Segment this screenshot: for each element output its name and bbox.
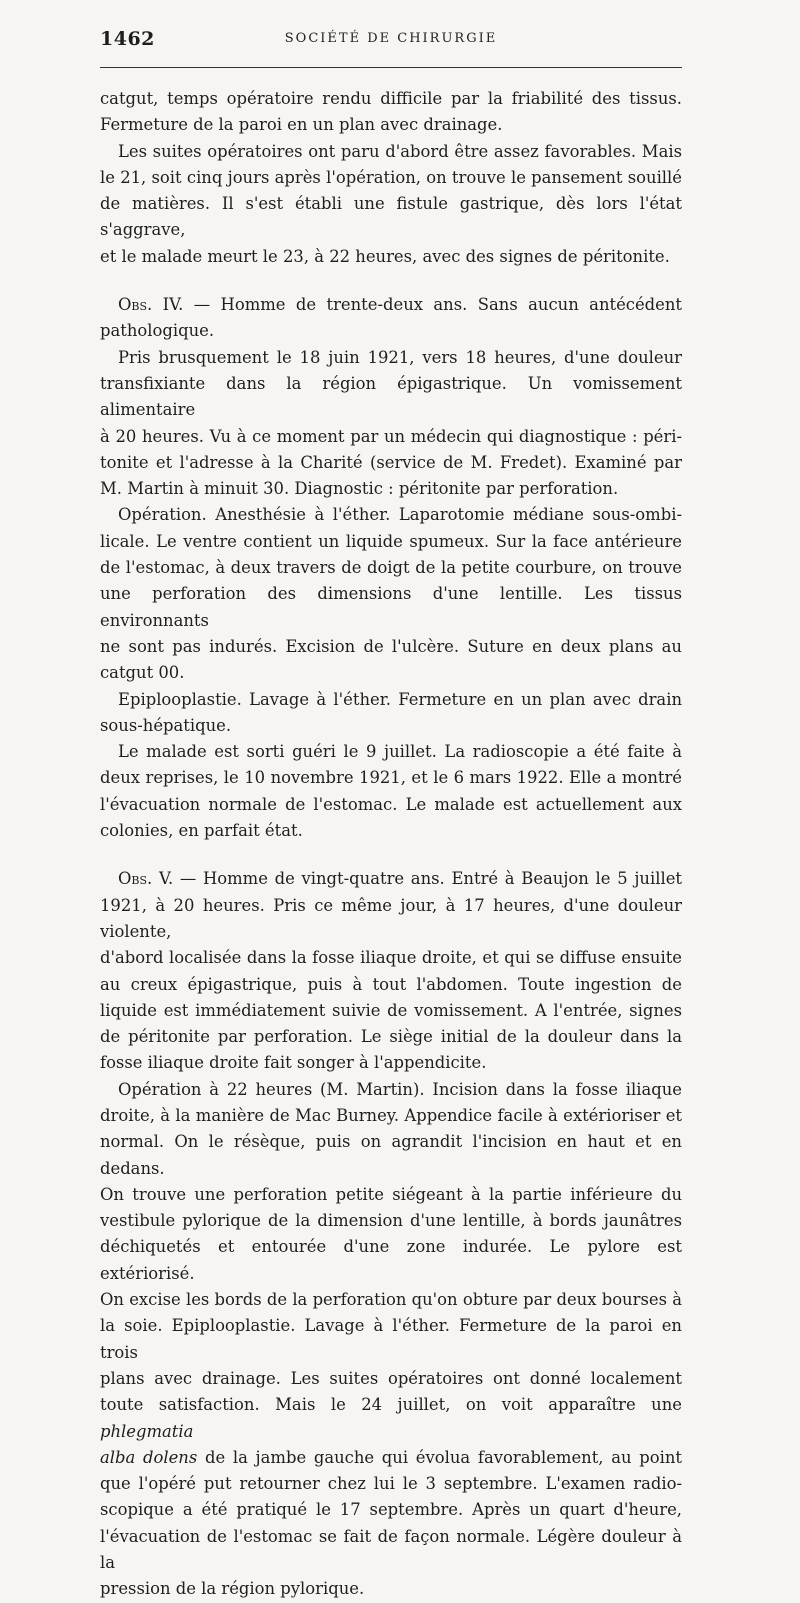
text-line: Le malade est sorti guéri le 9 juillet. La radioscopie a été faite à xyxy=(118,742,682,762)
text-line: l'évacuation de l'estomac se fait de façon normale. Légère douleur à la xyxy=(100,1526,682,1573)
text-line: à 20 heures. Vu à ce moment par un médecin qui diagnostique : péri- xyxy=(100,426,682,446)
text-line: d'abord localisée dans la fosse iliaque droite, et qui se diffuse ensuite xyxy=(100,948,682,968)
italic-term: phlegmatia xyxy=(100,1421,194,1441)
text-line: de matières. Il s'est établi une fistule gastrique, dès lors l'état s'aggrave, xyxy=(100,194,682,240)
text-line: de péritonite par perforation. Le siège initial de la douleur dans la xyxy=(100,1027,682,1047)
obs-label: Obs. V. xyxy=(118,869,174,889)
text-line: Obs. V. — Homme de vingt-quatre ans. Entré à Beaujon le 5 juillet xyxy=(118,869,682,889)
text-line: On excise les bords de la perforation qu'on obture par deux bourses à xyxy=(100,1290,682,1310)
observation-heading xyxy=(100,292,682,345)
text-line: vestibule pylorique de la dimension d'une lentille, à bords jaunâtres xyxy=(100,1211,682,1231)
header-rule xyxy=(100,67,682,68)
page-header xyxy=(100,28,682,52)
observation-heading xyxy=(100,866,682,1076)
text-line: sous-hépatique. xyxy=(100,715,232,735)
text-line: que l'opéré put retourner chez lui le 3 septembre. L'examen radio- xyxy=(100,1474,682,1494)
text-line: M. Martin à minuit 30. Diagnostic : péritonite par perforation. xyxy=(100,479,619,499)
obs-label: Obs. IV. xyxy=(118,295,184,315)
page-number: 1462 xyxy=(100,28,155,50)
text-line: Opération. Anesthésie à l'éther. Laparotomie médiane sous-ombi- xyxy=(118,505,682,525)
text-line: scopique a été pratiqué le 17 septembre. Après un quart d'heure, xyxy=(100,1500,682,1520)
text-line: transfixiante dans la région épigastrique. Un vomissement alimentaire xyxy=(100,373,682,420)
paragraph xyxy=(100,1077,682,1603)
text-line: On trouve une perforation petite siégeant à la partie inférieure du xyxy=(100,1184,682,1204)
text-line: Fermeture de la paroi en un plan avec drainage. xyxy=(100,115,503,135)
text-line: catgut, temps opératoire rendu difficile par la friabilité des tissus. xyxy=(100,89,682,108)
text-line: ne sont pas indurés. Excision de l'ulcère. Suture en deux plans au xyxy=(100,636,682,656)
text-line: et le malade meurt le 23, à 22 heures, avec des signes de péritonite. xyxy=(100,246,670,266)
paragraph xyxy=(100,86,682,139)
text-line: Pris brusquement le 18 juin 1921, vers 18 heures, d'une douleur xyxy=(118,347,682,367)
text-line: alba dolens de la jambe gauche qui évolua favorablement, au point xyxy=(100,1447,682,1467)
text-line: deux reprises, le 10 novembre 1921, et le 6 mars 1922. Elle a montré xyxy=(100,768,682,788)
text-line: de l'estomac, à deux travers de doigt de la petite courbure, on trouve xyxy=(100,558,682,578)
text-line: colonies, en parfait état. xyxy=(100,821,303,841)
paragraph xyxy=(100,687,682,740)
paragraph xyxy=(100,739,682,844)
text-line: normal. On le résèque, puis on agrandit l'incision en haut et en dedans. xyxy=(100,1132,682,1178)
paragraph xyxy=(100,345,682,503)
text-line: Obs. IV. — Homme de trente-deux ans. Sans aucun antécédent xyxy=(118,295,683,315)
text-line: catgut 00. xyxy=(100,663,185,683)
text-line: fosse iliaque droite fait songer à l'appendicite. xyxy=(100,1053,487,1073)
paragraph xyxy=(100,502,682,686)
text-line: pression de la région pylorique. xyxy=(100,1579,365,1599)
text-line: 1921, à 20 heures. Pris ce même jour, à 17 heures, d'une douleur violente, xyxy=(100,895,682,941)
text-line: tonite et l'adresse à la Charité (service de M. Fredet). Examiné par xyxy=(100,452,682,472)
text-line: une perforation des dimensions d'une lentille. Les tissus environnants xyxy=(100,584,682,630)
body-text xyxy=(100,86,682,1603)
text-line: déchiquetés et entourée d'une zone indurée. Le pylore est extériorisé. xyxy=(100,1237,682,1283)
text-line: plans avec drainage. Les suites opératoires ont donné localement xyxy=(100,1368,682,1388)
text-line: la soie. Epiplooplastie. Lavage à l'éther. Fermeture de la paroi en trois xyxy=(100,1316,682,1362)
paragraph xyxy=(100,139,682,270)
text-line: liquide est immédiatement suivie de vomissement. A l'entrée, signes xyxy=(100,1000,682,1020)
text-line: Les suites opératoires ont paru d'abord être assez favorables. Mais xyxy=(118,141,682,161)
text-line: le 21, soit cinq jours après l'opération, on trouve le pansement souillé xyxy=(100,167,682,187)
italic-term: alba dolens xyxy=(100,1447,198,1467)
running-title: SOCIÉTÉ DE CHIRURGIE xyxy=(284,31,498,46)
text-line: Epiplooplastie. Lavage à l'éther. Fermeture en un plan avec drain xyxy=(118,689,682,709)
text-line: l'évacuation normale de l'estomac. Le malade est actuellement aux xyxy=(100,794,682,814)
text-line: au creux épigastrique, puis à tout l'abdomen. Toute ingestion de xyxy=(100,974,682,994)
text-line: Opération à 22 heures (M. Martin). Incision dans la fosse iliaque xyxy=(118,1079,682,1099)
text-line: pathologique. xyxy=(100,321,215,341)
text-line: licale. Le ventre contient un liquide spumeux. Sur la face antérieure xyxy=(100,531,682,551)
text-line: toute satisfaction. Mais le 24 juillet, on voit apparaître une phlegmatia xyxy=(100,1395,682,1441)
text-line: droite, à la manière de Mac Burney. Appendice facile à extérioriser et xyxy=(100,1105,682,1125)
